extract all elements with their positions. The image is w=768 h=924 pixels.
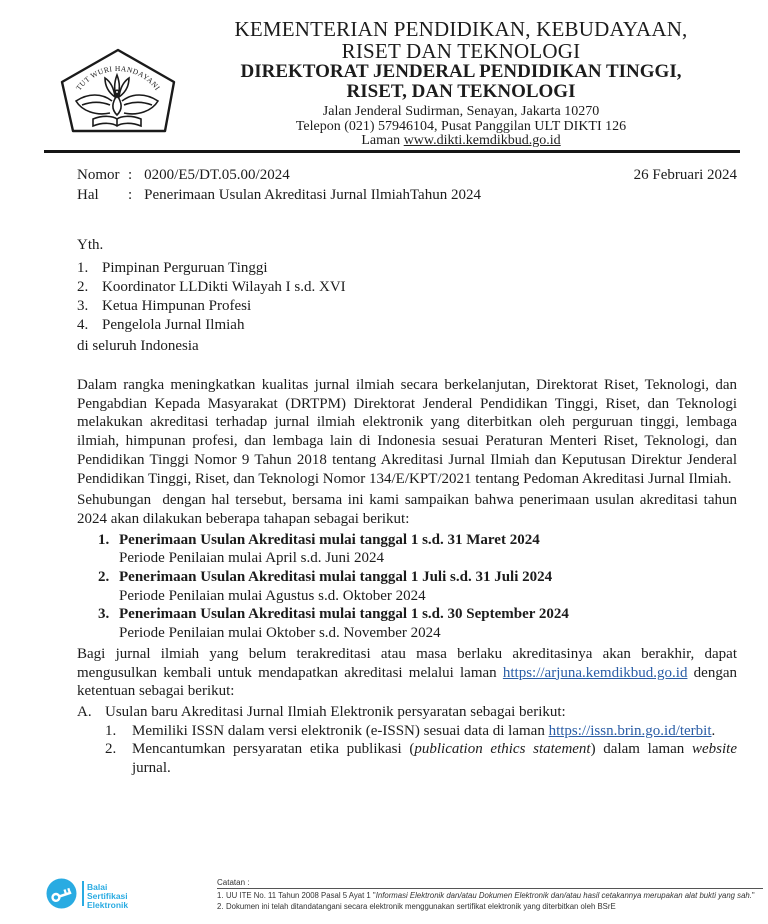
requirement-text-part: . <box>711 722 716 739</box>
ministry-name-line2: RISET DAN TEKNOLOGI <box>341 39 581 63</box>
recipient-number: 3. <box>77 298 89 314</box>
catatan-label: Catatan : <box>217 878 250 887</box>
tut-wuri-handayani-logo <box>56 44 180 140</box>
stage-number: 1. <box>98 531 110 548</box>
stage-title: Penerimaan Usulan Akreditasi mulai tanggal 1 s.d. 30 September 2024 <box>119 606 569 623</box>
paragraph-3-text: Bagi jurnal ilmiah yang belum terakreditasi atau masa berlaku akreditasinya akan berakhir, dapat mengusulkan kembali untuk mendapatkan akreditasi melalui laman <box>77 645 737 681</box>
requirement-item <box>105 722 737 741</box>
recipient-item <box>77 278 737 297</box>
stage-period: Periode Penilaian mulai Agustus s.d. Oktober 2024 <box>119 587 426 604</box>
bsre-separator <box>82 881 84 906</box>
issn-link[interactable]: https://issn.brin.go.id/terbit <box>548 722 712 739</box>
section-a-title: Usulan baru Akreditasi Jurnal Ilmiah Elektronik persyaratan sebagai berikut: <box>105 703 566 720</box>
arjuna-link[interactable]: https://arjuna.kemdikbud.go.id <box>502 664 688 681</box>
stage-item <box>98 568 737 605</box>
section-a-items <box>105 722 737 778</box>
footnote-1 <box>217 891 763 902</box>
stage-item <box>98 531 737 568</box>
requirement-number: 2. <box>105 741 117 758</box>
paragraph-3 <box>77 645 737 701</box>
footnote-2 <box>217 902 763 913</box>
recipient-text: Ketua Himpunan Profesi <box>102 298 252 314</box>
recipient-number: 1. <box>77 260 89 276</box>
requirement-italic: publication ethics statement <box>414 741 591 758</box>
phone-line: Telepon (021) 57946104, Pusat Panggilan ULT DIKTI 126 <box>295 118 627 134</box>
letterhead-divider <box>44 150 740 153</box>
salutation: Yth. <box>77 237 104 253</box>
hal-row <box>77 186 737 206</box>
requirement-text <box>132 740 737 777</box>
nomor-row <box>77 166 737 186</box>
footnote-number: 1. <box>217 891 224 900</box>
stage-number: 3. <box>98 606 110 623</box>
footnote-text-part: UU ITE No. 11 Tahun 2008 Pasal 5 Ayat 1 " <box>226 891 376 900</box>
ministry-name-line1: KEMENTERIAN PENDIDIKAN, KEBUDAYAAN, <box>234 17 688 41</box>
stage-period: Periode Penilaian mulai April s.d. Juni 2024 <box>119 550 384 567</box>
letter-body <box>77 166 737 778</box>
logo-motto-text: TUT WURI HANDAYANI <box>73 63 163 93</box>
requirement-text <box>132 722 737 741</box>
directorate-name-line2: RISET, DAN TEKNOLOGI <box>346 81 576 102</box>
requirement-text-part: Memiliki ISSN dalam versi elektronik (e-ISSN) sesuai data di laman <box>132 722 549 739</box>
stage-title: Penerimaan Usulan Akreditasi mulai tanggal 1 Juli s.d. 31 Juli 2024 <box>119 569 553 586</box>
recipient-item <box>77 297 737 316</box>
recipient-text: Koordinator LLDikti Wilayah I s.d. XVI <box>102 279 346 295</box>
bsre-name-line: Sertifikasi <box>87 890 128 901</box>
recipient-list <box>77 259 737 335</box>
nomor-label: Nomor <box>77 167 120 183</box>
hal-label: Hal <box>77 186 99 203</box>
section-a <box>77 703 737 722</box>
requirement-item <box>105 740 737 777</box>
bsre-key-icon <box>46 878 77 909</box>
paragraph-2: Sehubungan dengan hal tersebut, bersama ini kami sampaikan bahwa penerimaan usulan akreditasi tahun 2024 akan dilakukan beberapa tahapan sebagai berikut: <box>77 492 737 527</box>
footnote-text <box>226 891 755 902</box>
footnote-text: Dokumen ini telah ditandatangani secara elektronik menggunakan sertifikat elektronik yang diterbitkan oleh BSrE <box>226 901 616 911</box>
website-line <box>185 134 737 149</box>
bsre-name-line: Balai <box>87 882 108 892</box>
nomor-value: 0200/E5/DT.05.00/2024 <box>144 167 290 183</box>
footnote-italic: Informasi Elektronik dan/atau Dokumen Elektronik dan/atau hasil cetakannya merupakan alat bukti yang sah. <box>375 891 752 900</box>
recipient-text: Pimpinan Perguruan Tinggi <box>102 260 268 276</box>
recipient-text: Pengelola Jurnal Ilmiah <box>102 317 245 333</box>
stage-number: 2. <box>98 569 110 586</box>
footnote-text-part: " <box>751 891 755 900</box>
requirement-italic: website <box>692 741 738 758</box>
dikti-website-link[interactable]: www.dikti.kemdikbud.go.id <box>403 133 561 148</box>
bsre-wordmark <box>87 883 128 909</box>
requirement-text-part: jurnal. <box>132 760 171 777</box>
letterhead <box>185 18 737 149</box>
footnotes-divider <box>217 888 763 889</box>
requirement-text-part: Mencantumkan persyaratan etika publikasi ( <box>132 741 415 758</box>
requirement-number: 1. <box>105 722 117 739</box>
requirement-text-part: ) dalam laman <box>590 741 693 758</box>
recipient-number: 4. <box>77 317 89 333</box>
hal-value: Penerimaan Usulan Akreditasi Jurnal IlmiahTahun 2024 <box>144 186 481 203</box>
bsre-name-line: Elektronik <box>87 899 129 910</box>
stage-period: Periode Penilaian mulai Oktober s.d. November 2024 <box>119 625 441 642</box>
stage-title: Penerimaan Usulan Akreditasi mulai tanggal 1 s.d. 31 Maret 2024 <box>119 531 540 548</box>
footnote-number: 2. <box>217 901 224 911</box>
recipient-item <box>77 259 737 278</box>
footnotes <box>217 878 763 912</box>
nomor-colon: : <box>128 167 133 183</box>
recipient-number: 2. <box>77 279 89 295</box>
paragraph-3-text: dengan ketentuan sebagai berikut: <box>77 664 737 700</box>
paragraph-1: Dalam rangka meningkatkan kualitas jurnal ilmiah secara berkelanjutan, Direktorat Riset, Teknologi, dan Pengabdian Kepada Masyarakat (DRTPM) Direktorat Jenderal Pendidikan Tinggi, Riset, dan Teknologi melakukan akreditasi terhadap jurnal ilmiah elektronik yang diterbitkan oleh perguruan tinggi, lembaga ilmiah, himpunan profesi, dan lembaga lain di Indonesia sesuai Peraturan Menteri Riset, Teknologi, dan Pendidikan Tinggi Nomor 9 Tahun 2018 tentang Akreditasi Jurnal Ilmiah dan Keputusan Direktur Jenderal Pendidikan Tinggi, Riset, dan Teknologi Nomor 134/E/KPT/2021 tentang Pedoman Akreditasi Jurnal Ilmiah. <box>77 377 737 487</box>
website-label: Laman <box>361 133 404 148</box>
hal-colon: : <box>128 186 133 203</box>
address-line: Jalan Jenderal Sudirman, Senayan, Jakarta 10270 <box>322 104 600 119</box>
stage-item <box>98 605 737 642</box>
letter-date: 26 Februari 2024 <box>633 167 737 183</box>
recipient-item <box>77 316 737 335</box>
directorate-name-line1: DIREKTORAT JENDERAL PENDIDIKAN TINGGI, <box>240 61 682 82</box>
recipients-closing: di seluruh Indonesia <box>77 338 199 354</box>
section-a-label: A. <box>77 703 92 720</box>
stages-list <box>77 531 737 643</box>
